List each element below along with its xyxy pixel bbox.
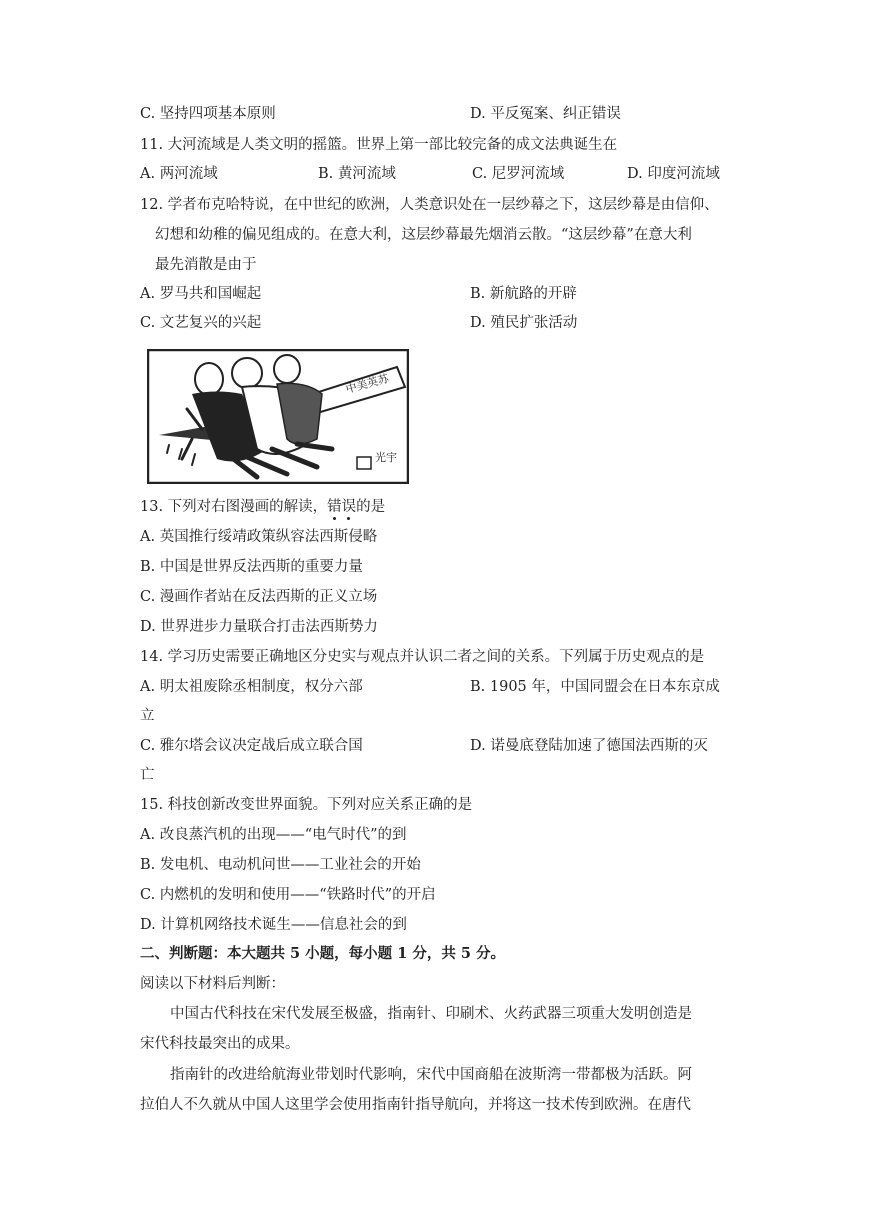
- q11-option-b: B. 黄河流域: [318, 166, 396, 182]
- q12-stem-line2: 幻想和幼稚的偏见组成的。在意大利，这层纱幕最先烟消云散。“这层纱幕”在意大利: [155, 227, 692, 243]
- political-cartoon: [147, 349, 409, 484]
- q13-option-b: B. 中国是世界反法西斯的重要力量: [140, 559, 363, 575]
- q14-option-a: A. 明太祖废除丞相制度，权分六部: [140, 679, 363, 695]
- q11-option-a: A. 两河流域: [140, 166, 218, 182]
- q12-option-a: A. 罗马共和国崛起: [140, 286, 262, 302]
- q12-stem-line3: 最先消散是由于: [155, 257, 257, 273]
- section-intro: 阅读以下材料后判断：: [140, 976, 285, 992]
- q13-option-c: C. 漫画作者站在反法西斯的正义立场: [140, 589, 378, 605]
- q14-option-b-cont: 立: [140, 708, 155, 724]
- paragraph-1-line2: 宋代科技最突出的成果。: [140, 1036, 300, 1052]
- section-heading: 二、判断题：本大题共 5 小题，每小题 1 分，共 5 分。: [140, 945, 506, 962]
- q12-option-c: C. 文艺复兴的兴起: [140, 315, 262, 331]
- q11-option-c: C. 尼罗河流域: [472, 166, 565, 182]
- q13-option-a: A. 英国推行绥靖政策纵容法西斯侵略: [140, 529, 378, 545]
- q15-option-a: A. 改良蒸汽机的出现——“电气时代”的到: [140, 827, 407, 843]
- q11-option-d: D. 印度河流域: [627, 166, 720, 182]
- q13-option-d: D. 世界进步力量联合打击法西斯势力: [140, 619, 378, 635]
- q14-option-d: D. 诺曼底登陆加速了德国法西斯的灭: [470, 738, 708, 754]
- figure-head-left: [195, 363, 223, 395]
- emphasis-char: 误: [341, 499, 357, 515]
- paragraph-1-line1: 中国古代科技在宋代发展至极盛，指南针、印刷术、火药武器三项重大发明创造是: [170, 1006, 692, 1022]
- q14-option-b: B. 1905 年，中国同盟会在日本东京成: [470, 679, 720, 695]
- q15-stem: 15. 科技创新改变世界面貌。下列对应关系正确的是: [140, 797, 473, 813]
- q11-stem: 11. 大河流域是人类文明的摇篮。世界上第一部比较完备的成文法典诞生在: [140, 137, 618, 153]
- q10-option-d: D. 平反冤案、纠正错误: [470, 106, 621, 122]
- artist-signature: 光宇: [375, 451, 397, 464]
- q15-option-d: D. 计算机网络技术诞生——信息社会的到: [140, 917, 407, 933]
- figure-head-center: [232, 358, 262, 388]
- q10-option-c: C. 坚持四项基本原则: [140, 106, 276, 122]
- paragraph-2-line2: 拉伯人不久就从中国人这里学会使用指南针指导航向，并将这一技术传到欧洲。在唐代: [140, 1097, 691, 1113]
- q12-option-d: D. 殖民扩张活动: [470, 315, 578, 331]
- q13-stem: 13. 下列对右图漫画的解读，错误的是: [140, 499, 386, 515]
- q14-option-d-cont: 亡: [140, 767, 155, 783]
- emphasis-char: 错: [327, 499, 342, 515]
- paragraph-2-line1: 指南针的改进给航海业带划时代影响，宋代中国商船在波斯湾一带都极为活跃。阿: [170, 1067, 692, 1083]
- figure-head-right: [274, 355, 300, 383]
- q14-option-c: C. 雅尔塔会议决定战后成立联合国: [140, 738, 363, 754]
- q12-stem-line1: 12. 学者布克哈特说，在中世纪的欧洲，人类意识处在一层纱幕之下，这层纱幕是由信仰、: [140, 197, 719, 213]
- q12-option-b: B. 新航路的开辟: [470, 286, 577, 302]
- q14-stem: 14. 学习历史需要正确地区分史实与观点并认识二者之间的关系。下列属于历史观点的是: [140, 649, 705, 665]
- q15-option-c: C. 内燃机的发明和使用——“铁路时代”的开启: [140, 887, 436, 903]
- q15-option-b: B. 发电机、电动机问世——工业社会的开始: [140, 857, 421, 873]
- banner-text: 中美英苏: [344, 371, 391, 396]
